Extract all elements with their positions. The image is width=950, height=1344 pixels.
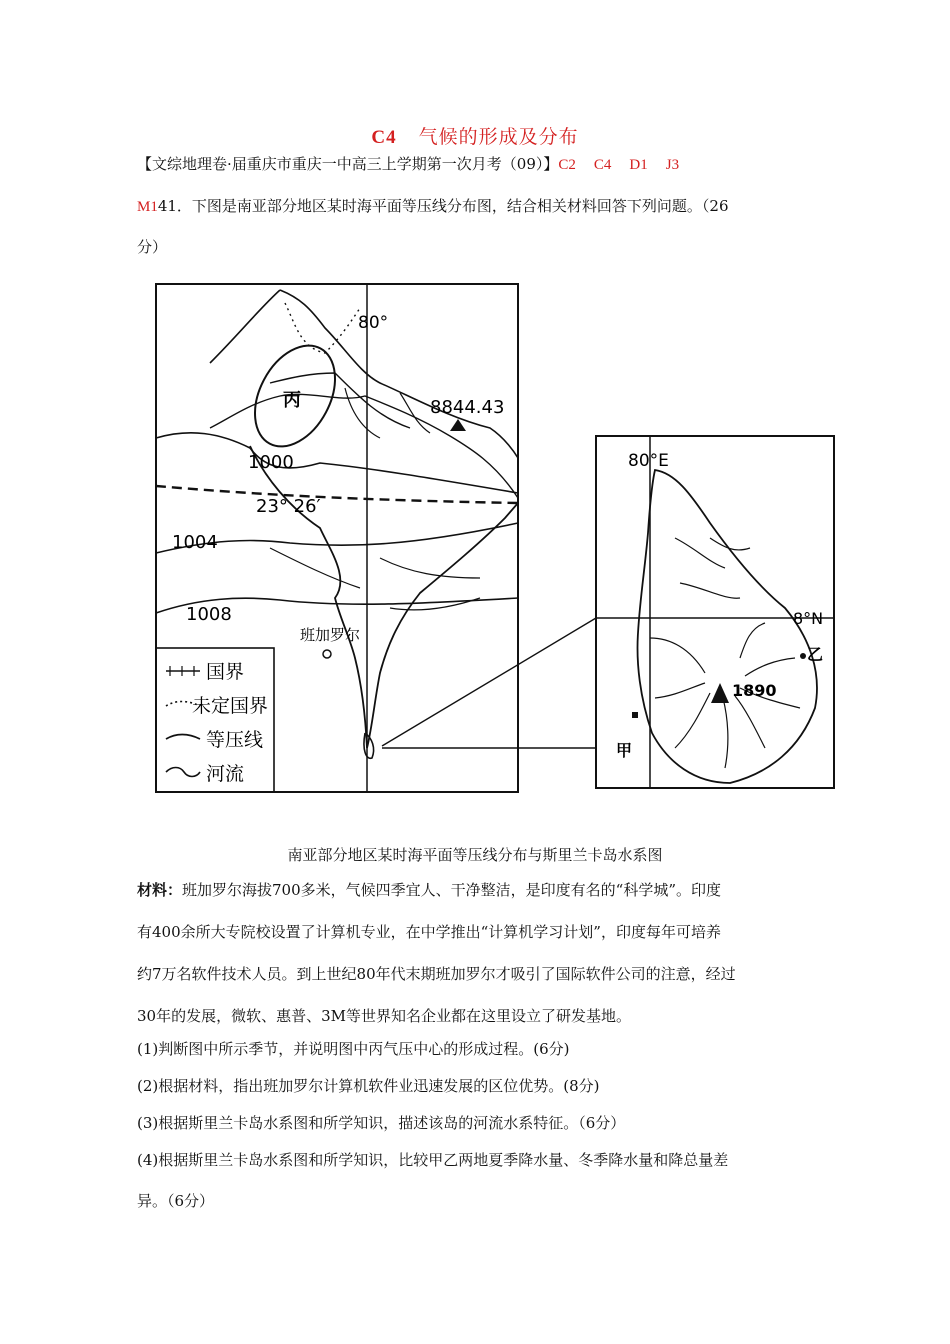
lon80-label: 80° (358, 313, 389, 333)
jia-point-icon (632, 712, 638, 718)
code-2: D1 (629, 157, 648, 173)
question-head (137, 195, 729, 216)
material-line-1: 材料：班加罗尔海拔700多米，气候四季宜人、干净整洁，是印度有名的“科学城”。印度 (137, 881, 721, 899)
legend-river: 河流 (206, 763, 245, 785)
source-line (137, 153, 679, 174)
material-label: 材料： (137, 881, 183, 899)
sri-lanka-lon-label: 80°E (628, 451, 669, 471)
question-4: (4)根据斯里兰卡岛水系图和所学知识，比较甲乙两地夏季降水量、冬季降水量和降总量差 (137, 1151, 729, 1169)
material-line-2: 有400余所大专院校设置了计算机专业，在中学推出“计算机学习计划”，印度每年可培养 (137, 923, 721, 941)
title-code: C4 (371, 127, 397, 148)
source-text: 【文综地理卷·届重庆市重庆一中高三上学期第一次月考（09）】 (137, 155, 559, 173)
isobar-1008-label: 1008 (186, 604, 232, 625)
question-line-2: 分） (137, 238, 168, 256)
material-line-4: 30年的发展，微软、惠普、3M等世界知名企业都在这里设立了研发基地。 (137, 1007, 631, 1025)
question-3: (3)根据斯里兰卡岛水系图和所学知识，描述该岛的河流水系特征。（6分） (137, 1114, 626, 1132)
question-line-1: 41．下图是南亚部分地区某时海平面等压线分布图，结合相关材料回答下列问题。（26 (157, 197, 729, 215)
page-title (0, 122, 950, 149)
isobar-1004-label: 1004 (172, 532, 218, 553)
code-1: C4 (593, 157, 612, 173)
question-4-cont: 异。（6分） (137, 1192, 215, 1210)
legend-border: 国界 (206, 661, 245, 683)
question-code: M1 (137, 199, 158, 215)
bing-label: 丙 (283, 390, 301, 411)
bangalore-city-icon (323, 650, 331, 658)
figure-caption: 南亚部分地区某时海平面等压线分布与斯里兰卡岛水系图 (287, 846, 663, 864)
tropic-label: 23° 26′ (256, 496, 321, 517)
material-block (137, 873, 827, 1033)
question-1: (1)判断图中所示季节，并说明图中丙气压中心的形成过程。(6分) (137, 1040, 570, 1058)
code-3: J3 (665, 157, 680, 173)
code-0: C2 (558, 157, 576, 173)
legend-isobar: 等压线 (206, 729, 264, 751)
sri-lanka-lat-label: 8°N (793, 609, 824, 628)
sri-lanka-peak-label: 1890 (732, 681, 777, 700)
material-line-3: 约7万名软件技术人员。到上世纪80年代末期班加罗尔才吸引了国际软件公司的注意，经过 (137, 965, 736, 983)
yi-point-icon (800, 653, 806, 659)
map-figure (150, 278, 840, 798)
source-codes (558, 157, 679, 173)
isobar-1000-label: 1000 (248, 452, 294, 473)
legend-disputed: 未定国界 (192, 695, 269, 717)
sri-lanka-peak-icon (711, 683, 729, 703)
question-2: (2)根据材料，指出班加罗尔计算机软件业迅速发展的区位优势。(8分) (137, 1077, 600, 1095)
everest-peak-icon (450, 419, 466, 431)
everest-label: 8844.43 (430, 397, 505, 418)
title-text: 气候的形成及分布 (418, 126, 579, 148)
bangalore-label: 班加罗尔 (300, 626, 361, 644)
jia-label: 甲 (616, 741, 633, 760)
yi-label: 乙 (807, 645, 824, 664)
